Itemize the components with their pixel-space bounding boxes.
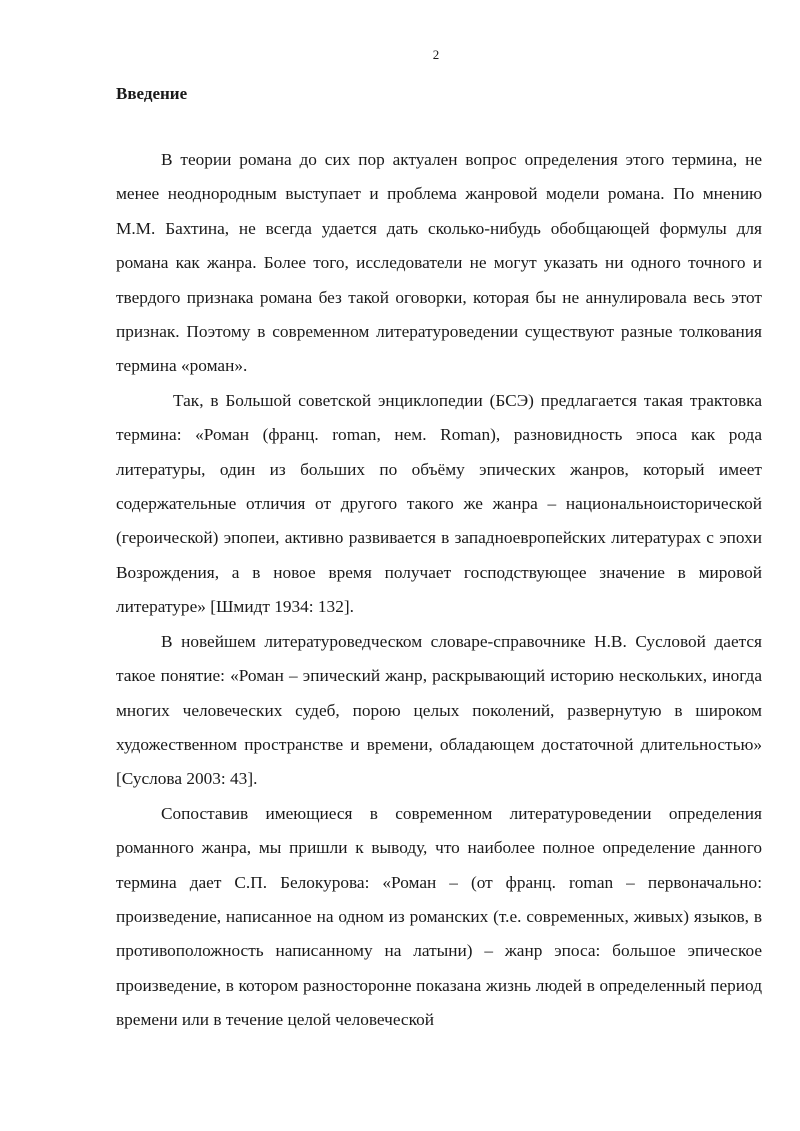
paragraph: В теории романа до сих пор актуален вопрос определения этого термина, не менее неоднородным выступает и проблема жанровой модели романа. По мнению М.М. Бахтина, не всегда удается дать сколько-нибудь обобщающей формулы для романа как жанра. Более того, исследователи не могут указать ни одного точного и твердого признака романа без такой оговорки, которая бы не аннулировала весь этот признак. Поэтому в современном литературоведении существуют разные толкования термина «роман». [116,150,762,376]
page-number: 2 [432,47,440,62]
section-heading: Введение [116,84,188,103]
body-text [116,143,762,1038]
paragraph: В новейшем литературоведческом словаре-справочнике Н.В. Сусловой дается такое понятие: «Роман – эпический жанр, раскрывающий историю нескольких, иногда многих человеческих судеб, порою целых поколений, развернутую в широком художественном пространстве и времени, обладающем достаточной длительностью» [Суслова 2003: 43]. [116,631,762,789]
paragraph: Так, в Большой советской энциклопедии (БСЭ) предлагается такая трактовка термина: «Роман (франц. roman, нем. Roman), разновидность эпоса как рода литературы, один из больших по объёму эпических жанров, который имеет содержательные отличия от другого такого же жанра – национальноисторической (героической) эпопеи, активно развивается в западноевропейских литературах с эпохи Возрождения, а в новое время получает господствующее значение в мировой литературе» [Шмидт 1934: 132]. [116,390,762,617]
paragraph: Сопоставив имеющиеся в современном литературоведении определения романного жанра, мы пришли к выводу, что наиболее полное определение данного термина дает С.П. Белокурова: «Роман – (от франц. roman – первоначально: произведение, написанное на одном из романских (т.е. современных, живых) языков, в противоположность написанному на латыни) – жанр эпоса: большое эпическое произведение, в котором разносторонне показана жизнь людей в определенный период времени или в течение целой человеческой [116,803,762,1030]
